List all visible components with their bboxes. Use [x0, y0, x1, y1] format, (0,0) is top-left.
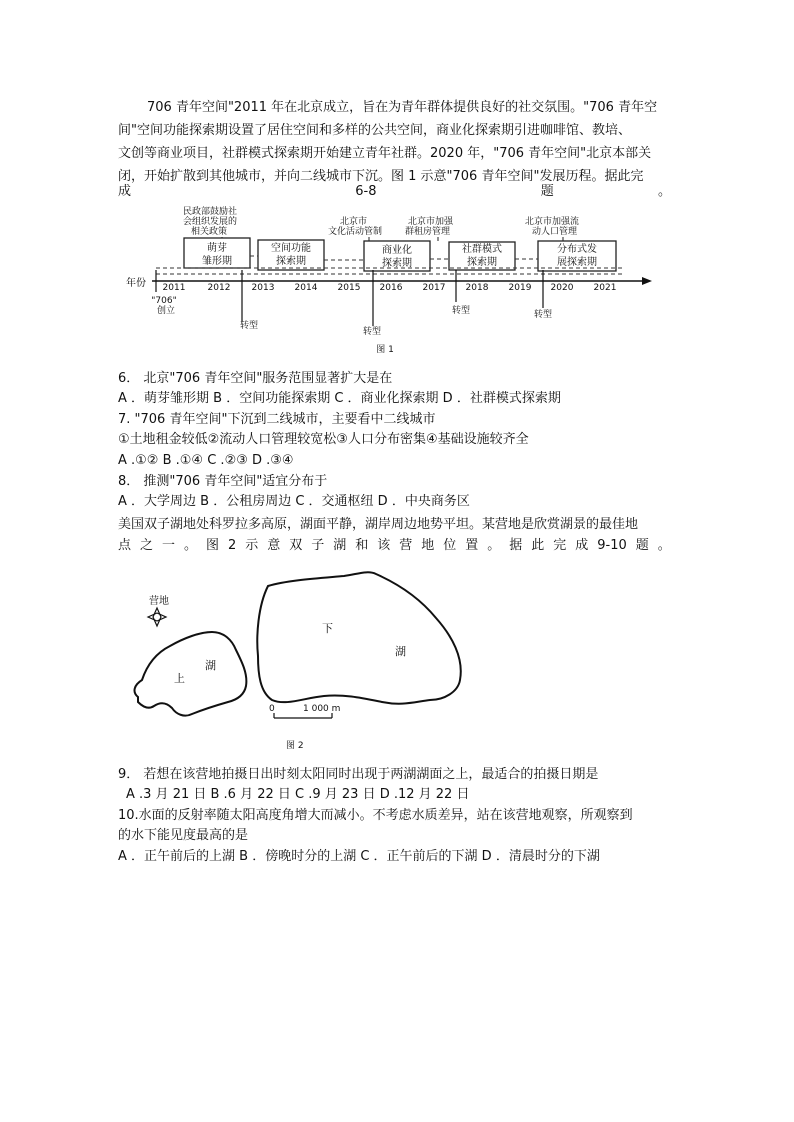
char: 之 [140, 538, 154, 553]
year-label: 2011 [162, 283, 186, 293]
figure2-map [118, 562, 478, 758]
passage1-line: 706 青年空间"2011 年在北京成立，旨在为青年群体提供良好的社交氛围。"706 青年空 [147, 100, 658, 115]
policy-label: 民政部鼓励社 [183, 207, 238, 217]
policy-label: 文化活动管制 [328, 227, 383, 237]
char: 。 [487, 538, 501, 553]
stage-label: 商业化 [382, 245, 412, 256]
q8-stem: 8． 推测"706 青年空间"适宜分布于 [118, 474, 328, 489]
q9-stem: 9． 若想在该营地拍摄日出时刻太阳同时出现于两湖湖面之上，最适合的拍摄日期是 [118, 767, 599, 782]
char: 。 [657, 538, 671, 553]
char: 此 [531, 538, 545, 553]
word: 6-8 [355, 184, 377, 199]
founded-label: "706" [151, 296, 177, 306]
char: 和 [355, 538, 369, 553]
char: 湖 [333, 538, 347, 553]
char: 该 [377, 538, 391, 553]
figure-caption: 图 1 [376, 345, 394, 355]
char: 置 [465, 538, 479, 553]
year-label: 2016 [379, 283, 403, 293]
year-label: 2021 [593, 283, 617, 293]
char: 2 [228, 538, 237, 553]
upper-lake-label: 上 [174, 672, 185, 685]
passage1-line: 间"空间功能探索期设置了居住空间和多样的公共空间，商业化探索期引进咖啡馆、教培、 [118, 123, 631, 138]
char: 双 [289, 538, 303, 553]
char: 完 [553, 538, 567, 553]
policy-label: 北京市加强流 [525, 217, 580, 227]
char: 示 [245, 538, 259, 553]
upper-lake-label: 湖 [205, 659, 216, 672]
founded-label: 创立 [156, 306, 176, 316]
q7-options: A .①② B .①④ C .②③ D .③④ [118, 453, 294, 468]
policy-label: 相关政策 [191, 227, 228, 237]
q10-stem: 的水下能见度最高的是 [118, 828, 249, 843]
lower-lake-shape [257, 572, 460, 703]
lower-lake-label: 下 [322, 622, 333, 635]
scale-label: 0 [269, 704, 275, 714]
policy-label: 群租房管理 [405, 227, 451, 237]
camp-label: 营地 [149, 596, 169, 607]
q10-options: A ．正午前后的上湖 B ．傍晚时分的上湖 C ．正午前后的下湖 D ．清晨时分的下湖 [118, 849, 600, 864]
policy-label: 会组织发展的 [183, 217, 238, 227]
word: 成 [118, 184, 132, 199]
stage-label: 萌芽 [207, 243, 227, 254]
q6-options: A ．萌芽雏形期 B ．空间功能探索期 C ．商业化探索期 D ．社群模式探索期 [118, 391, 561, 406]
char: 9-10 [597, 538, 627, 553]
year-label: 2015 [337, 283, 361, 293]
year-label: 2017 [422, 283, 446, 293]
char: 。 [184, 538, 198, 553]
transition-label: 转型 [451, 306, 471, 316]
transition-label: 转型 [362, 327, 382, 337]
q6-stem: 6． 北京"706 青年空间"服务范围显著扩大是在 [118, 371, 393, 386]
year-label: 2014 [294, 283, 318, 293]
char: 据 [509, 538, 523, 553]
char: 一 [162, 538, 176, 553]
camp-marker-icon [148, 608, 166, 626]
policy-label: 北京市加强 [408, 217, 454, 227]
char: 题 [635, 538, 649, 553]
year-label: 2013 [251, 283, 275, 293]
q7-items: ①土地租金较低②流动人口管理较宽松③人口分布密集④基础设施较齐全 [118, 432, 529, 447]
q7-stem: 7. "706 青年空间"下沉到二线城市，主要看中二线城市 [118, 412, 436, 427]
word: 。 [657, 184, 671, 199]
q8-options: A ．大学周边 B ．公租房周边 C ．交通枢纽 D ．中央商务区 [118, 494, 470, 509]
char: 点 [118, 538, 132, 553]
upper-lake-shape [135, 632, 247, 716]
stage-label: 探索期 [467, 257, 497, 268]
stage-label: 空间功能 [271, 243, 311, 254]
char: 子 [311, 538, 325, 553]
char: 图 [206, 538, 220, 553]
word: 题 [540, 184, 554, 199]
stage-label: 分布式发 [557, 244, 597, 255]
year-label: 2020 [550, 283, 574, 293]
q9-options: A .3 月 21 日 B .6 月 22 日 C .9 月 23 日 D .12 月 22 日 [126, 787, 470, 802]
passage1-last-line [118, 182, 671, 202]
char: 营 [399, 538, 413, 553]
char: 意 [267, 538, 281, 553]
char: 位 [443, 538, 457, 553]
char: 成 [575, 538, 589, 553]
figure1-timeline [118, 204, 658, 360]
stage-label: 探索期 [382, 258, 412, 269]
lower-lake-label: 湖 [395, 645, 406, 658]
year-label: 2012 [207, 283, 231, 293]
passage2-line: 美国双子湖地处科罗拉多高原，湖面平静，湖岸周边地势平坦。某营地是欣赏湖景的最佳地 [118, 517, 639, 532]
passage1-line: 闭，开始扩散到其他城市，并向二线城市下沉。图 1 示意"706 青年空间"发展历程。据此完 [118, 169, 644, 184]
axis-label: 年份 [126, 278, 146, 289]
figure-caption: 图 2 [286, 741, 304, 751]
year-label: 2018 [465, 283, 489, 293]
stage-label: 展探索期 [557, 257, 597, 268]
year-label: 2019 [508, 283, 532, 293]
stage-label: 雏形期 [202, 256, 232, 267]
stage-label: 探索期 [276, 256, 306, 267]
passage2-spread-line [118, 536, 671, 556]
axis-arrow [642, 277, 652, 285]
scale-label: 1 000 m [303, 704, 341, 714]
transition-label: 转型 [533, 310, 553, 320]
transition-label: 转型 [239, 321, 259, 331]
passage1-line: 文创等商业项目，社群模式探索期开始建立青年社群。2020 年，"706 青年空间"北京本部关 [118, 146, 652, 161]
policy-label: 动人口管理 [532, 227, 578, 237]
stage-label: 社群模式 [462, 244, 502, 255]
policy-label: 北京市 [340, 217, 368, 227]
char: 地 [421, 538, 435, 553]
q10-stem: 10.水面的反射率随太阳高度角增大而减小。不考虑水质差异，站在该营地观察，所观察到 [118, 808, 633, 823]
